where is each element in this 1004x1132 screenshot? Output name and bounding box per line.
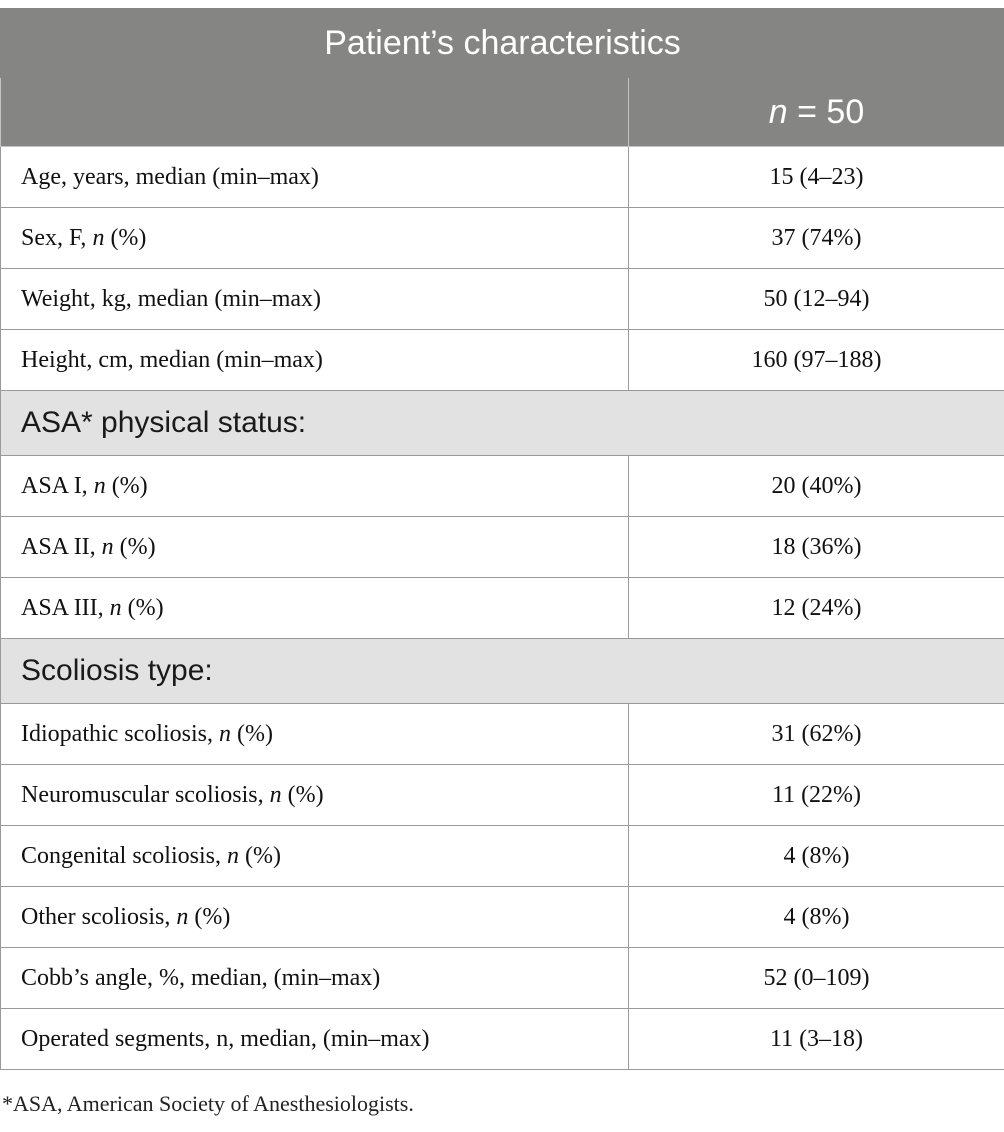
row-value: 18 (36%) (629, 517, 1004, 578)
table-row (1, 826, 1004, 887)
table-row (1, 208, 1004, 269)
section-header-row (1, 391, 1004, 456)
row-value: 11 (22%) (629, 765, 1004, 826)
row-label-italic: n (92, 224, 105, 251)
row-label: Cobb’s angle, %, median, (min–max) (1, 948, 629, 1009)
row-value: 160 (97–188) (629, 330, 1004, 391)
table-row (1, 147, 1004, 208)
row-label-suffix: (%) (239, 842, 281, 869)
row-label-text: ASA II, (21, 533, 102, 560)
row-label-text: Sex, F, (21, 224, 93, 251)
table-row (1, 704, 1004, 765)
row-value: 15 (4–23) (629, 147, 1004, 208)
row-label-text: ASA III, (21, 594, 110, 621)
row-value: 4 (8%) (629, 887, 1004, 948)
row-label-text: Other scoliosis, (21, 903, 177, 930)
row-value: 52 (0–109) (629, 948, 1004, 1009)
table-row (1, 330, 1004, 391)
row-value: 31 (62%) (629, 704, 1004, 765)
row-label (1, 704, 629, 765)
row-label-italic: n (227, 842, 239, 869)
row-value: 12 (24%) (629, 578, 1004, 639)
row-value: 20 (40%) (629, 456, 1004, 517)
section-header: Scoliosis type: (1, 639, 1004, 704)
row-label-text: Congenital scoliosis, (21, 842, 227, 869)
row-label-text: ASA I, (21, 472, 94, 499)
row-label: Weight, kg, median (min–max) (1, 269, 629, 330)
table-title: Patient’s characteristics (1, 9, 1004, 78)
table-title-row (1, 9, 1004, 78)
row-label (1, 517, 629, 578)
sample-size-cell (629, 78, 1004, 147)
table-row (1, 765, 1004, 826)
row-label-text: Idiopathic scoliosis, (21, 720, 219, 747)
row-label-suffix: (%) (104, 224, 147, 251)
table-row (1, 1009, 1004, 1070)
row-label-suffix: (%) (113, 533, 156, 560)
table-row (1, 948, 1004, 1009)
row-value: 11 (3–18) (629, 1009, 1004, 1070)
row-label-suffix: (%) (281, 781, 324, 808)
row-label-italic: n (109, 594, 122, 621)
table-row (1, 517, 1004, 578)
section-header-row (1, 639, 1004, 704)
row-label-italic: n (176, 903, 189, 930)
row-label-suffix: (%) (121, 594, 164, 621)
row-label (1, 578, 629, 639)
table-row (1, 269, 1004, 330)
section-header: ASA* physical status: (1, 391, 1004, 456)
table-row (1, 887, 1004, 948)
table-row (1, 456, 1004, 517)
sample-size-value: = 50 (787, 92, 865, 131)
row-label (1, 887, 629, 948)
row-label-italic: n (93, 472, 106, 499)
row-label-text: Neuromuscular scoliosis, (21, 781, 270, 808)
table-row (1, 578, 1004, 639)
row-value: 50 (12–94) (629, 269, 1004, 330)
row-label: Operated segments, n, median, (min–max) (1, 1009, 629, 1070)
header-empty-cell (1, 78, 629, 147)
row-label-suffix: (%) (188, 903, 231, 930)
row-label (1, 208, 629, 269)
row-label (1, 826, 629, 887)
row-value: 4 (8%) (629, 826, 1004, 887)
patient-characteristics-table (0, 8, 1004, 1070)
row-label (1, 456, 629, 517)
row-label (1, 765, 629, 826)
table-footnote: *ASA, American Society of Anesthesiologists. (2, 1091, 414, 1116)
row-label-italic: n (269, 781, 282, 808)
row-label-italic: n (101, 533, 114, 560)
n-variable: n (768, 92, 788, 131)
row-label-suffix: (%) (105, 472, 148, 499)
sample-size-row (1, 78, 1004, 147)
row-label: Age, years, median (min–max) (1, 147, 629, 208)
row-label: Height, cm, median (min–max) (1, 330, 629, 391)
row-label-italic: n (218, 720, 231, 747)
row-label-suffix: (%) (230, 720, 273, 747)
row-value: 37 (74%) (629, 208, 1004, 269)
